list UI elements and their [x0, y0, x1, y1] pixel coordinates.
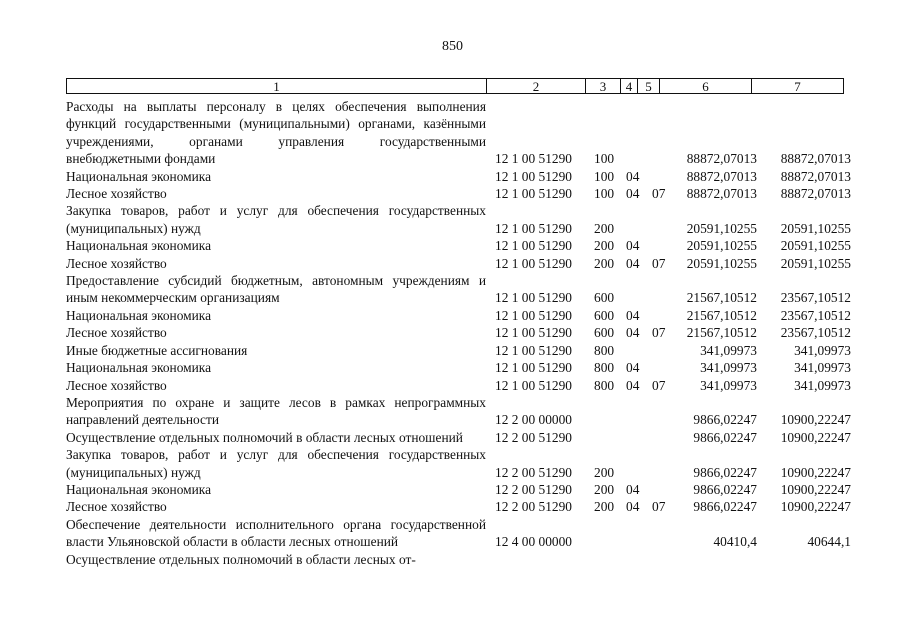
row-code: 12 1 00 51290 [495, 360, 572, 376]
row-value-col6: 341,09973 [700, 360, 757, 376]
row-value-col7: 88872,07013 [780, 168, 851, 184]
row-value-col7: 341,09973 [794, 377, 851, 393]
row-section: 04 [626, 481, 640, 497]
row-description: Национальная экономика [66, 168, 212, 184]
row-value-col7: 20591,10255 [780, 238, 851, 254]
row-expense-type: 200 [594, 238, 615, 254]
table-row [66, 446, 851, 481]
row-section: 04 [626, 377, 640, 393]
row-description: Национальная экономика [66, 481, 212, 497]
row-value-col7: 10900,22247 [780, 464, 851, 480]
row-description: Предоставление субсидий бюджетным, автономным учреждениям и иным некоммерческим организациям [66, 273, 486, 306]
row-values [66, 411, 851, 428]
row-value-col7: 10900,22247 [780, 499, 851, 515]
row-value-col6: 9866,02247 [693, 412, 757, 428]
row-value-col7: 341,09973 [794, 360, 851, 376]
row-value-col6: 21567,10512 [686, 325, 757, 341]
header-col-3: 3 [585, 78, 620, 94]
row-subsection: 07 [652, 377, 666, 393]
row-section: 04 [626, 499, 640, 515]
row-values [66, 342, 851, 359]
row-section: 04 [626, 186, 640, 202]
row-section: 04 [626, 255, 640, 271]
row-code: 12 2 00 51290 [495, 464, 572, 480]
row-description: Расходы на выплаты персоналу в целях обеспечения выполнения функций государственными (муниципальными) органами, казёнными учреждениями, органами управления государственными внебюджетными фондами [66, 99, 486, 167]
row-value-col6: 40410,4 [713, 534, 757, 550]
row-subsection: 07 [652, 499, 666, 515]
row-code: 12 4 00 00000 [495, 534, 572, 550]
row-values [66, 307, 851, 324]
row-values [66, 429, 851, 446]
row-expense-type: 200 [594, 464, 615, 480]
table-body [66, 98, 851, 568]
row-value-col7: 341,09973 [794, 342, 851, 358]
row-description: Лесное хозяйство [66, 499, 167, 515]
row-section: 04 [626, 325, 640, 341]
row-value-col7: 23567,10512 [780, 307, 851, 323]
table-row [66, 202, 851, 237]
row-expense-type: 200 [594, 481, 615, 497]
row-code: 12 1 00 51290 [495, 151, 572, 167]
row-value-col7: 88872,07013 [780, 186, 851, 202]
row-values [66, 289, 851, 306]
row-code: 12 1 00 51290 [495, 220, 572, 236]
row-code: 12 1 00 51290 [495, 342, 572, 358]
row-section: 04 [626, 360, 640, 376]
row-values [66, 324, 851, 341]
row-values [66, 359, 851, 376]
row-values [66, 533, 851, 550]
table-row [66, 168, 851, 185]
row-description: Национальная экономика [66, 360, 212, 376]
table-row [66, 255, 851, 272]
row-value-col6: 20591,10255 [686, 255, 757, 271]
row-expense-type: 200 [594, 255, 615, 271]
row-code: 12 1 00 51290 [495, 168, 572, 184]
row-value-col6: 341,09973 [700, 342, 757, 358]
row-value-col6: 88872,07013 [686, 186, 757, 202]
row-values [66, 237, 851, 254]
row-value-col7: 88872,07013 [780, 151, 851, 167]
row-value-col7: 10900,22247 [780, 412, 851, 428]
row-description: Мероприятия по охране и защите лесов в рамках непрограммных направлений деятельности [66, 394, 486, 428]
table-row [66, 185, 851, 202]
row-expense-type: 200 [594, 220, 615, 236]
row-description: Лесное хозяйство [66, 377, 167, 393]
table-row [66, 272, 851, 307]
row-section: 04 [626, 238, 640, 254]
row-expense-type: 800 [594, 377, 615, 393]
row-code: 12 2 00 51290 [495, 481, 572, 497]
row-values [66, 255, 851, 272]
header-col-7: 7 [751, 78, 844, 94]
row-code: 12 1 00 51290 [495, 255, 572, 271]
row-expense-type: 200 [594, 499, 615, 515]
row-value-col7: 20591,10255 [780, 255, 851, 271]
row-description: Лесное хозяйство [66, 325, 167, 341]
row-value-col7: 20591,10255 [780, 220, 851, 236]
row-description: Закупка товаров, работ и услуг для обеспечения государственных (муниципальных) нужд [66, 203, 486, 236]
row-description: Национальная экономика [66, 307, 212, 323]
row-subsection: 07 [652, 325, 666, 341]
row-value-col7: 23567,10512 [780, 325, 851, 341]
row-description: Национальная экономика [66, 238, 212, 254]
row-value-col6: 20591,10255 [686, 238, 757, 254]
row-values [66, 464, 851, 481]
header-col-5: 5 [637, 78, 659, 94]
row-code: 12 1 00 51290 [495, 186, 572, 202]
row-value-col7: 10900,22247 [780, 481, 851, 497]
row-expense-type: 100 [594, 186, 615, 202]
table-row [66, 237, 851, 254]
row-description: Обеспечение деятельности исполнительного органа государственной власти Ульяновской области в области лесных отношений [66, 516, 486, 550]
row-code: 12 1 00 51290 [495, 307, 572, 323]
row-code: 12 1 00 51290 [495, 325, 572, 341]
row-expense-type: 100 [594, 151, 615, 167]
row-code: 12 2 00 51290 [495, 429, 572, 445]
table-row [66, 359, 851, 376]
header-col-6: 6 [659, 78, 751, 94]
row-values [66, 481, 851, 498]
table-row [66, 498, 851, 515]
table-row [66, 394, 851, 429]
table-row [66, 324, 851, 341]
page-number: 850 [442, 39, 463, 54]
table-row [66, 377, 851, 394]
row-value-col6: 9866,02247 [693, 499, 757, 515]
row-value-col6: 20591,10255 [686, 220, 757, 236]
table-row [66, 516, 851, 551]
row-description: Осуществление отдельных полномочий в области лесных отношений [66, 429, 463, 445]
row-subsection: 07 [652, 186, 666, 202]
header-col-1: 1 [66, 78, 486, 94]
row-value-col6: 9866,02247 [693, 429, 757, 445]
row-value-col7: 23567,10512 [780, 290, 851, 306]
row-code: 12 2 00 00000 [495, 412, 572, 428]
row-value-col6: 9866,02247 [693, 481, 757, 497]
row-code: 12 1 00 51290 [495, 290, 572, 306]
header-col-4: 4 [620, 78, 637, 94]
header-col-2: 2 [486, 78, 585, 94]
table-row [66, 429, 851, 446]
row-expense-type: 600 [594, 307, 615, 323]
table-row [66, 98, 851, 168]
row-values [66, 185, 851, 202]
row-code: 12 1 00 51290 [495, 377, 572, 393]
row-section: 04 [626, 307, 640, 323]
table-row [66, 342, 851, 359]
row-expense-type: 600 [594, 325, 615, 341]
row-section: 04 [626, 168, 640, 184]
row-value-col6: 88872,07013 [686, 168, 757, 184]
row-subsection: 07 [652, 255, 666, 271]
row-code: 12 2 00 51290 [495, 499, 572, 515]
row-value-col6: 21567,10512 [686, 290, 757, 306]
row-value-col6: 21567,10512 [686, 307, 757, 323]
row-values [66, 377, 851, 394]
row-values [66, 150, 851, 167]
row-values [66, 498, 851, 515]
table-header [66, 78, 844, 95]
row-expense-type: 600 [594, 290, 615, 306]
row-value-col7: 40644,1 [807, 534, 851, 550]
table-row [66, 551, 851, 568]
table-row [66, 307, 851, 324]
row-expense-type: 100 [594, 168, 615, 184]
row-expense-type: 800 [594, 360, 615, 376]
row-value-col6: 88872,07013 [686, 151, 757, 167]
row-value-col6: 9866,02247 [693, 464, 757, 480]
row-description: Лесное хозяйство [66, 186, 167, 202]
row-values [66, 168, 851, 185]
row-value-col6: 341,09973 [700, 377, 757, 393]
row-description: Закупка товаров, работ и услуг для обеспечения государственных (муниципальных) нужд [66, 447, 486, 480]
table-row [66, 481, 851, 498]
row-description: Иные бюджетные ассигнования [66, 342, 248, 358]
row-values [66, 220, 851, 237]
row-value-col7: 10900,22247 [780, 429, 851, 445]
row-code: 12 1 00 51290 [495, 238, 572, 254]
row-expense-type: 800 [594, 342, 615, 358]
row-description: Осуществление отдельных полномочий в области лесных от- [66, 551, 416, 567]
row-description: Лесное хозяйство [66, 255, 167, 271]
row-values [66, 551, 851, 568]
